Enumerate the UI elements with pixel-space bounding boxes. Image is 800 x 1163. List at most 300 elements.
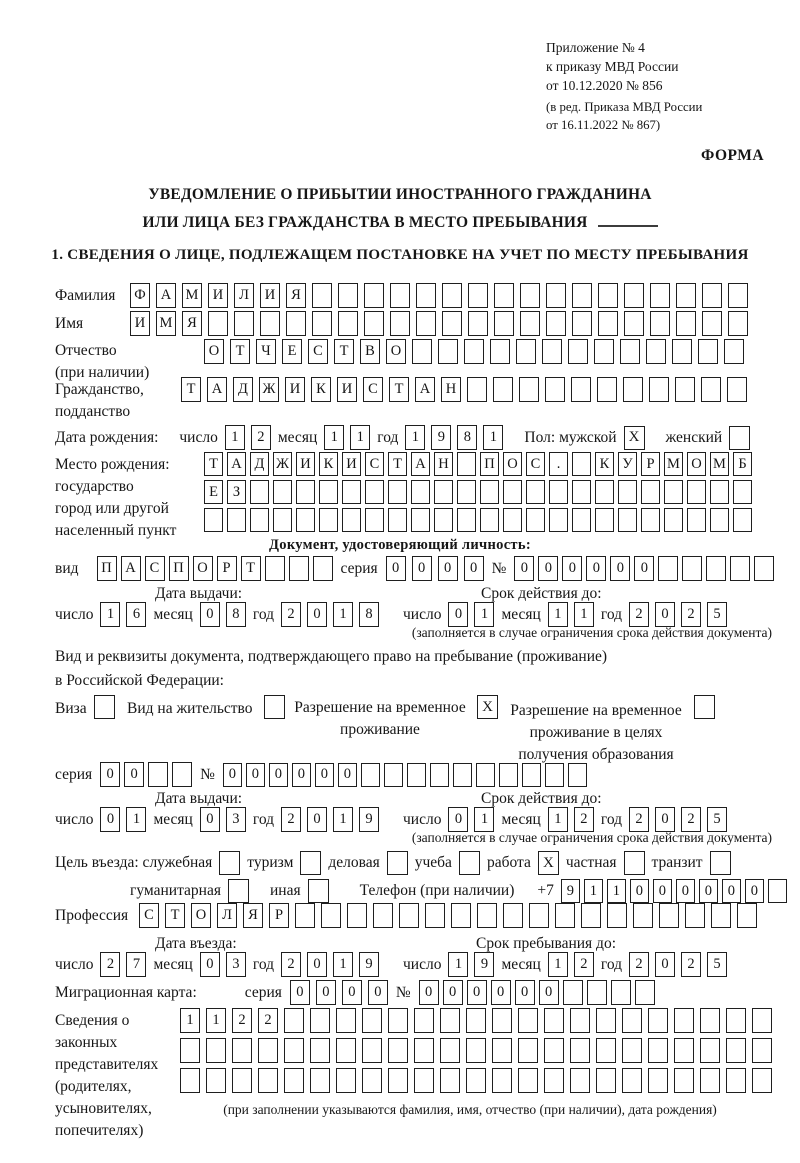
char-cell[interactable] (641, 508, 660, 532)
char-cell[interactable] (710, 480, 729, 504)
char-cell[interactable] (519, 377, 539, 402)
char-cell[interactable] (273, 508, 292, 532)
char-cell[interactable] (295, 903, 315, 928)
char-cell[interactable]: 0 (722, 879, 741, 903)
char-cell[interactable] (365, 480, 384, 504)
char-cell[interactable]: 2 (681, 952, 701, 977)
char-cell[interactable]: О (204, 339, 224, 364)
char-cell[interactable] (618, 480, 637, 504)
char-cell[interactable] (232, 1068, 252, 1093)
char-cell[interactable]: 0 (491, 980, 511, 1005)
char-cell[interactable]: 0 (515, 980, 535, 1005)
char-cell[interactable] (451, 903, 471, 928)
char-cell[interactable]: Д (250, 452, 269, 476)
char-cell[interactable]: О (687, 452, 706, 476)
char-cell[interactable] (622, 1038, 642, 1063)
char-cell[interactable]: С (308, 339, 328, 364)
char-cell[interactable] (440, 1038, 460, 1063)
char-cell[interactable]: 2 (681, 807, 701, 832)
char-cell[interactable]: 2 (100, 952, 120, 977)
temp-residence-checkbox[interactable]: X (477, 695, 498, 719)
char-cell[interactable]: 0 (655, 952, 675, 977)
char-cell[interactable] (414, 1038, 434, 1063)
char-cell[interactable] (499, 763, 518, 787)
char-cell[interactable]: 1 (333, 807, 353, 832)
char-cell[interactable] (544, 1008, 564, 1033)
char-cell[interactable] (319, 508, 338, 532)
char-cell[interactable] (414, 1068, 434, 1093)
char-cell[interactable] (724, 339, 744, 364)
char-cell[interactable]: 1 (574, 602, 594, 627)
char-cell[interactable]: 9 (359, 952, 379, 977)
char-cell[interactable] (438, 339, 458, 364)
char-cell[interactable] (768, 879, 787, 903)
char-cell[interactable] (336, 1008, 356, 1033)
char-cell[interactable] (648, 1038, 668, 1063)
char-cell[interactable]: А (227, 452, 246, 476)
char-cell[interactable] (347, 903, 367, 928)
char-cell[interactable]: 0 (200, 952, 220, 977)
char-cell[interactable] (321, 903, 341, 928)
char-cell[interactable] (620, 339, 640, 364)
char-cell[interactable]: 2 (681, 602, 701, 627)
char-cell[interactable] (698, 339, 718, 364)
char-cell[interactable]: 1 (126, 807, 146, 832)
char-cell[interactable]: 0 (412, 556, 432, 581)
char-cell[interactable] (752, 1038, 772, 1063)
char-cell[interactable] (365, 508, 384, 532)
char-cell[interactable]: 1 (333, 952, 353, 977)
char-cell[interactable] (674, 1038, 694, 1063)
char-cell[interactable]: 0 (448, 602, 468, 627)
char-cell[interactable]: 3 (226, 952, 246, 977)
char-cell[interactable]: Н (434, 452, 453, 476)
char-cell[interactable] (265, 556, 285, 581)
char-cell[interactable] (361, 763, 380, 787)
char-cell[interactable] (572, 283, 592, 308)
char-cell[interactable] (700, 1038, 720, 1063)
char-cell[interactable] (711, 903, 731, 928)
char-cell[interactable] (542, 339, 562, 364)
char-cell[interactable]: 1 (584, 879, 603, 903)
char-cell[interactable] (388, 508, 407, 532)
char-cell[interactable] (611, 980, 631, 1005)
char-cell[interactable]: Т (388, 452, 407, 476)
char-cell[interactable] (319, 480, 338, 504)
char-cell[interactable] (752, 1068, 772, 1093)
char-cell[interactable]: О (503, 452, 522, 476)
char-cell[interactable]: 2 (251, 425, 271, 450)
char-cell[interactable] (464, 339, 484, 364)
char-cell[interactable] (728, 283, 748, 308)
char-cell[interactable]: 1 (405, 425, 425, 450)
char-cell[interactable]: 0 (653, 879, 672, 903)
char-cell[interactable]: Я (182, 311, 202, 336)
char-cell[interactable] (733, 508, 752, 532)
char-cell[interactable] (727, 377, 747, 402)
char-cell[interactable] (730, 556, 750, 581)
char-cell[interactable] (587, 980, 607, 1005)
char-cell[interactable] (180, 1038, 200, 1063)
char-cell[interactable] (388, 480, 407, 504)
char-cell[interactable] (518, 1068, 538, 1093)
char-cell[interactable] (148, 762, 168, 787)
char-cell[interactable]: 9 (561, 879, 580, 903)
char-cell[interactable] (440, 1008, 460, 1033)
char-cell[interactable]: Н (441, 377, 461, 402)
char-cell[interactable] (702, 311, 722, 336)
char-cell[interactable] (598, 283, 618, 308)
char-cell[interactable] (546, 283, 566, 308)
char-cell[interactable]: П (480, 452, 499, 476)
char-cell[interactable] (595, 480, 614, 504)
char-cell[interactable] (407, 763, 426, 787)
char-cell[interactable]: Ж (259, 377, 279, 402)
char-cell[interactable] (676, 311, 696, 336)
char-cell[interactable]: Ф (130, 283, 150, 308)
char-cell[interactable]: 2 (574, 807, 594, 832)
char-cell[interactable]: 0 (292, 763, 311, 787)
char-cell[interactable]: Р (217, 556, 237, 581)
char-cell[interactable]: К (319, 452, 338, 476)
char-cell[interactable] (685, 903, 705, 928)
char-cell[interactable] (641, 480, 660, 504)
char-cell[interactable] (494, 283, 514, 308)
char-cell[interactable] (336, 1038, 356, 1063)
char-cell[interactable]: Т (241, 556, 261, 581)
char-cell[interactable] (664, 508, 683, 532)
work-checkbox[interactable]: X (538, 851, 559, 875)
char-cell[interactable] (545, 763, 564, 787)
char-cell[interactable] (570, 1038, 590, 1063)
char-cell[interactable] (388, 1068, 408, 1093)
char-cell[interactable]: 0 (448, 807, 468, 832)
char-cell[interactable]: 1 (324, 425, 344, 450)
char-cell[interactable]: 0 (307, 807, 327, 832)
char-cell[interactable] (706, 556, 726, 581)
char-cell[interactable]: П (97, 556, 117, 581)
char-cell[interactable]: 0 (269, 763, 288, 787)
char-cell[interactable]: И (342, 452, 361, 476)
char-cell[interactable] (646, 339, 666, 364)
char-cell[interactable]: 0 (562, 556, 582, 581)
char-cell[interactable]: 0 (539, 980, 559, 1005)
char-cell[interactable]: 2 (281, 952, 301, 977)
char-cell[interactable] (572, 480, 591, 504)
char-cell[interactable]: 0 (200, 807, 220, 832)
char-cell[interactable] (384, 763, 403, 787)
business-checkbox[interactable] (387, 851, 408, 875)
char-cell[interactable] (687, 508, 706, 532)
char-cell[interactable] (206, 1068, 226, 1093)
char-cell[interactable] (336, 1068, 356, 1093)
char-cell[interactable] (430, 763, 449, 787)
char-cell[interactable] (526, 480, 545, 504)
char-cell[interactable]: Т (334, 339, 354, 364)
char-cell[interactable] (342, 508, 361, 532)
char-cell[interactable]: 2 (629, 952, 649, 977)
char-cell[interactable]: И (260, 283, 280, 308)
char-cell[interactable] (594, 339, 614, 364)
char-cell[interactable] (700, 1068, 720, 1093)
char-cell[interactable]: 1 (180, 1008, 200, 1033)
char-cell[interactable]: 0 (124, 762, 144, 787)
char-cell[interactable] (701, 377, 721, 402)
char-cell[interactable]: 1 (474, 807, 494, 832)
tourism-checkbox[interactable] (300, 851, 321, 875)
char-cell[interactable] (364, 311, 384, 336)
char-cell[interactable] (466, 1068, 486, 1093)
char-cell[interactable]: У (618, 452, 637, 476)
char-cell[interactable] (710, 508, 729, 532)
char-cell[interactable]: 0 (307, 602, 327, 627)
char-cell[interactable]: 1 (448, 952, 468, 977)
char-cell[interactable] (416, 311, 436, 336)
char-cell[interactable]: К (311, 377, 331, 402)
char-cell[interactable]: М (710, 452, 729, 476)
char-cell[interactable] (648, 1068, 668, 1093)
char-cell[interactable] (284, 1068, 304, 1093)
char-cell[interactable] (390, 311, 410, 336)
char-cell[interactable]: 5 (707, 952, 727, 977)
char-cell[interactable] (416, 283, 436, 308)
char-cell[interactable] (674, 1068, 694, 1093)
char-cell[interactable]: Р (641, 452, 660, 476)
char-cell[interactable]: Л (234, 283, 254, 308)
char-cell[interactable] (296, 480, 315, 504)
char-cell[interactable] (622, 1008, 642, 1033)
char-cell[interactable]: 0 (610, 556, 630, 581)
char-cell[interactable] (572, 311, 592, 336)
char-cell[interactable] (411, 480, 430, 504)
char-cell[interactable]: 9 (474, 952, 494, 977)
char-cell[interactable] (284, 1038, 304, 1063)
char-cell[interactable] (310, 1038, 330, 1063)
char-cell[interactable] (572, 508, 591, 532)
char-cell[interactable] (313, 556, 333, 581)
char-cell[interactable] (596, 1008, 616, 1033)
char-cell[interactable]: М (182, 283, 202, 308)
char-cell[interactable]: С (365, 452, 384, 476)
char-cell[interactable]: 0 (676, 879, 695, 903)
char-cell[interactable] (596, 1068, 616, 1093)
char-cell[interactable]: 2 (281, 807, 301, 832)
char-cell[interactable] (522, 763, 541, 787)
char-cell[interactable]: 0 (200, 602, 220, 627)
char-cell[interactable]: 7 (126, 952, 146, 977)
char-cell[interactable]: Я (243, 903, 263, 928)
char-cell[interactable]: Б (733, 452, 752, 476)
char-cell[interactable] (546, 311, 566, 336)
char-cell[interactable]: 2 (574, 952, 594, 977)
char-cell[interactable]: 0 (386, 556, 406, 581)
char-cell[interactable] (581, 903, 601, 928)
char-cell[interactable] (549, 480, 568, 504)
char-cell[interactable]: А (207, 377, 227, 402)
char-cell[interactable]: 0 (342, 980, 362, 1005)
char-cell[interactable] (480, 508, 499, 532)
char-cell[interactable] (411, 508, 430, 532)
char-cell[interactable] (622, 1068, 642, 1093)
char-cell[interactable] (563, 980, 583, 1005)
char-cell[interactable] (412, 339, 432, 364)
char-cell[interactable] (754, 556, 774, 581)
char-cell[interactable] (312, 283, 332, 308)
char-cell[interactable] (544, 1038, 564, 1063)
char-cell[interactable] (468, 283, 488, 308)
private-checkbox[interactable] (624, 851, 645, 875)
char-cell[interactable] (338, 311, 358, 336)
char-cell[interactable]: К (595, 452, 614, 476)
char-cell[interactable] (529, 903, 549, 928)
char-cell[interactable]: 0 (368, 980, 388, 1005)
char-cell[interactable]: А (121, 556, 141, 581)
char-cell[interactable]: 0 (338, 763, 357, 787)
char-cell[interactable] (362, 1068, 382, 1093)
char-cell[interactable] (674, 1008, 694, 1033)
char-cell[interactable] (476, 763, 495, 787)
char-cell[interactable] (597, 377, 617, 402)
char-cell[interactable] (520, 283, 540, 308)
char-cell[interactable]: 2 (258, 1008, 278, 1033)
char-cell[interactable] (549, 508, 568, 532)
char-cell[interactable]: 2 (629, 807, 649, 832)
char-cell[interactable] (518, 1038, 538, 1063)
char-cell[interactable]: 1 (474, 602, 494, 627)
char-cell[interactable]: Т (389, 377, 409, 402)
char-cell[interactable]: 0 (586, 556, 606, 581)
char-cell[interactable] (503, 508, 522, 532)
char-cell[interactable] (388, 1038, 408, 1063)
char-cell[interactable] (572, 452, 591, 476)
char-cell[interactable] (618, 508, 637, 532)
char-cell[interactable]: 1 (548, 807, 568, 832)
char-cell[interactable] (457, 452, 476, 476)
char-cell[interactable] (520, 311, 540, 336)
char-cell[interactable] (206, 1038, 226, 1063)
char-cell[interactable]: В (360, 339, 380, 364)
char-cell[interactable] (570, 1008, 590, 1033)
char-cell[interactable]: 0 (634, 556, 654, 581)
humanitarian-checkbox[interactable] (228, 879, 249, 903)
char-cell[interactable] (296, 508, 315, 532)
transit-checkbox[interactable] (710, 851, 731, 875)
char-cell[interactable] (390, 283, 410, 308)
char-cell[interactable] (682, 556, 702, 581)
char-cell[interactable] (518, 1008, 538, 1033)
char-cell[interactable] (544, 1068, 564, 1093)
char-cell[interactable] (457, 508, 476, 532)
char-cell[interactable] (440, 1068, 460, 1093)
char-cell[interactable]: Р (269, 903, 289, 928)
char-cell[interactable]: 0 (307, 952, 327, 977)
char-cell[interactable] (700, 1008, 720, 1033)
char-cell[interactable]: С (363, 377, 383, 402)
char-cell[interactable] (310, 1068, 330, 1093)
char-cell[interactable]: 0 (100, 807, 120, 832)
char-cell[interactable] (434, 508, 453, 532)
char-cell[interactable] (425, 903, 445, 928)
char-cell[interactable]: 9 (431, 425, 451, 450)
char-cell[interactable]: 1 (607, 879, 626, 903)
char-cell[interactable]: 0 (419, 980, 439, 1005)
male-checkbox[interactable]: X (624, 426, 645, 450)
char-cell[interactable] (633, 903, 653, 928)
char-cell[interactable] (503, 903, 523, 928)
char-cell[interactable] (492, 1008, 512, 1033)
char-cell[interactable] (545, 377, 565, 402)
char-cell[interactable] (232, 1038, 252, 1063)
char-cell[interactable] (623, 377, 643, 402)
char-cell[interactable] (399, 903, 419, 928)
char-cell[interactable] (466, 1008, 486, 1033)
char-cell[interactable]: 0 (443, 980, 463, 1005)
char-cell[interactable] (388, 1008, 408, 1033)
char-cell[interactable] (555, 903, 575, 928)
char-cell[interactable] (702, 283, 722, 308)
char-cell[interactable] (414, 1008, 434, 1033)
char-cell[interactable] (258, 1068, 278, 1093)
char-cell[interactable] (659, 903, 679, 928)
char-cell[interactable]: 0 (745, 879, 764, 903)
char-cell[interactable]: 0 (655, 602, 675, 627)
char-cell[interactable] (250, 480, 269, 504)
char-cell[interactable] (672, 339, 692, 364)
char-cell[interactable]: П (169, 556, 189, 581)
char-cell[interactable]: 1 (350, 425, 370, 450)
official-checkbox[interactable] (219, 851, 240, 875)
char-cell[interactable] (180, 1068, 200, 1093)
char-cell[interactable] (726, 1038, 746, 1063)
char-cell[interactable]: 1 (100, 602, 120, 627)
char-cell[interactable] (726, 1008, 746, 1033)
char-cell[interactable]: Ч (256, 339, 276, 364)
char-cell[interactable] (493, 377, 513, 402)
char-cell[interactable] (737, 903, 757, 928)
char-cell[interactable]: 0 (630, 879, 649, 903)
char-cell[interactable] (516, 339, 536, 364)
char-cell[interactable] (568, 339, 588, 364)
char-cell[interactable]: 1 (333, 602, 353, 627)
char-cell[interactable] (635, 980, 655, 1005)
char-cell[interactable]: 1 (548, 952, 568, 977)
char-cell[interactable] (624, 311, 644, 336)
char-cell[interactable]: 1 (483, 425, 503, 450)
char-cell[interactable] (310, 1008, 330, 1033)
char-cell[interactable] (624, 283, 644, 308)
char-cell[interactable]: 8 (457, 425, 477, 450)
char-cell[interactable] (607, 903, 627, 928)
char-cell[interactable] (477, 903, 497, 928)
char-cell[interactable]: Т (204, 452, 223, 476)
char-cell[interactable]: О (193, 556, 213, 581)
char-cell[interactable] (342, 480, 361, 504)
char-cell[interactable]: И (285, 377, 305, 402)
char-cell[interactable] (595, 508, 614, 532)
char-cell[interactable]: 0 (290, 980, 310, 1005)
char-cell[interactable] (434, 480, 453, 504)
char-cell[interactable] (675, 377, 695, 402)
char-cell[interactable]: Т (165, 903, 185, 928)
char-cell[interactable]: Ж (273, 452, 292, 476)
other-checkbox[interactable] (308, 879, 329, 903)
char-cell[interactable] (442, 283, 462, 308)
char-cell[interactable] (648, 1008, 668, 1033)
char-cell[interactable]: С (139, 903, 159, 928)
char-cell[interactable] (598, 311, 618, 336)
char-cell[interactable]: 3 (226, 807, 246, 832)
char-cell[interactable] (467, 377, 487, 402)
